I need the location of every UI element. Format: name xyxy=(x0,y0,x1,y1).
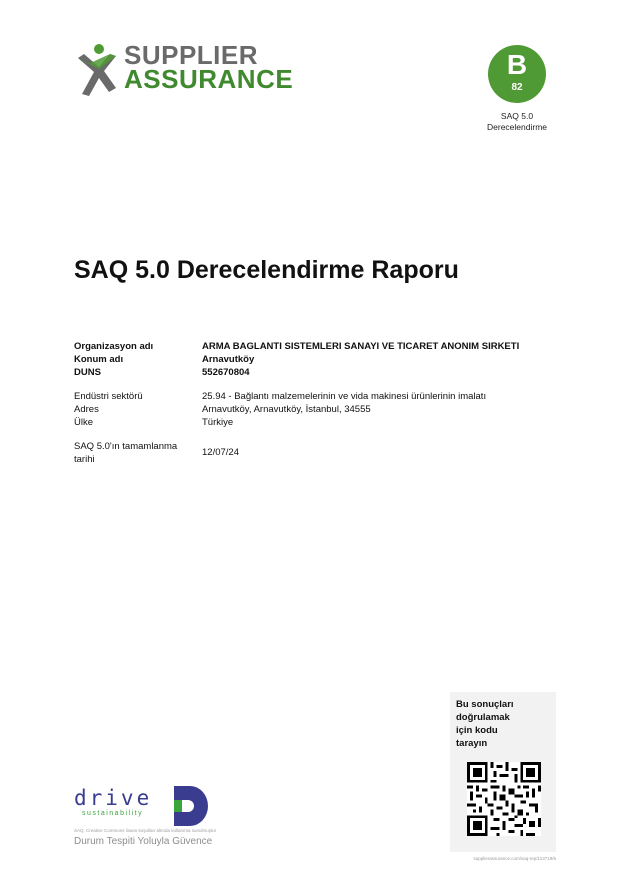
person-logo-icon xyxy=(74,42,120,98)
drive-sustainability-logo xyxy=(74,786,214,826)
verification-url[interactable]: supplierassurance.com/saq-rep/113719/6 xyxy=(473,856,556,861)
page-title: SAQ 5.0 Derecelendirme Raporu xyxy=(74,256,459,284)
drive-subtitle: sustainability xyxy=(82,810,144,817)
completion-date-value: 12/07/24 xyxy=(202,447,239,458)
logo-text-supplier: SUPPLIER xyxy=(124,40,259,70)
grade-caption-line1: SAQ 5.0 xyxy=(500,111,534,121)
grade-caption xyxy=(476,111,558,133)
qr-text-line: için kodu xyxy=(456,725,498,736)
qr-text-line: tarayın xyxy=(456,738,488,749)
drive-d-icon xyxy=(174,786,210,826)
duns-label: DUNS xyxy=(74,367,101,378)
completion-label xyxy=(74,440,194,466)
completion-label-line1: SAQ 5.0'ın tamamlanma xyxy=(74,441,178,452)
license-note: SAQ, Creative Commons lisans koşulları altında kullanıma sunulmuştur xyxy=(74,828,217,833)
completion-label-line2: tarihi xyxy=(74,454,95,465)
grade-badge xyxy=(488,45,546,103)
address-label: Adres xyxy=(74,404,99,415)
qr-panel xyxy=(450,692,556,852)
country-label: Ülke xyxy=(74,417,94,428)
drive-wordmark: drive xyxy=(74,786,153,810)
qr-text-line: doğrulamak xyxy=(456,712,510,723)
qr-code-icon[interactable] xyxy=(467,762,541,836)
org-name-label: Organizasyon adı xyxy=(74,341,154,352)
industry-value: 25.94 - Bağlantı malzemelerinin ve vida makinesi ürünlerinin imalatı xyxy=(202,391,487,402)
footer-tagline: Durum Tespiti Yoluyla Güvence xyxy=(74,836,213,847)
supplier-assurance-logo xyxy=(74,42,304,98)
country-value: Türkiye xyxy=(202,417,234,428)
industry-label: Endüstri sektörü xyxy=(74,391,143,402)
location-name-label: Konum adı xyxy=(74,354,124,365)
grade-caption-line2: Derecelendirme xyxy=(487,122,547,132)
duns-value: 552670804 xyxy=(202,367,250,378)
qr-text-line: Bu sonuçları xyxy=(456,699,514,710)
grade-letter: B xyxy=(506,49,528,80)
org-name-value: ARMA BAGLANTI SISTEMLERI SANAYI VE TICARET ANONIM SIRKETI xyxy=(202,341,520,352)
location-name-value: Arnavutköy xyxy=(202,354,255,365)
logo-text-assurance: ASSURANCE xyxy=(124,63,294,94)
qr-instructions xyxy=(456,698,552,750)
address-value: Arnavutköy, Arnavutköy, İstanbul, 34555 xyxy=(202,404,371,415)
grade-score: 82 xyxy=(511,82,523,93)
